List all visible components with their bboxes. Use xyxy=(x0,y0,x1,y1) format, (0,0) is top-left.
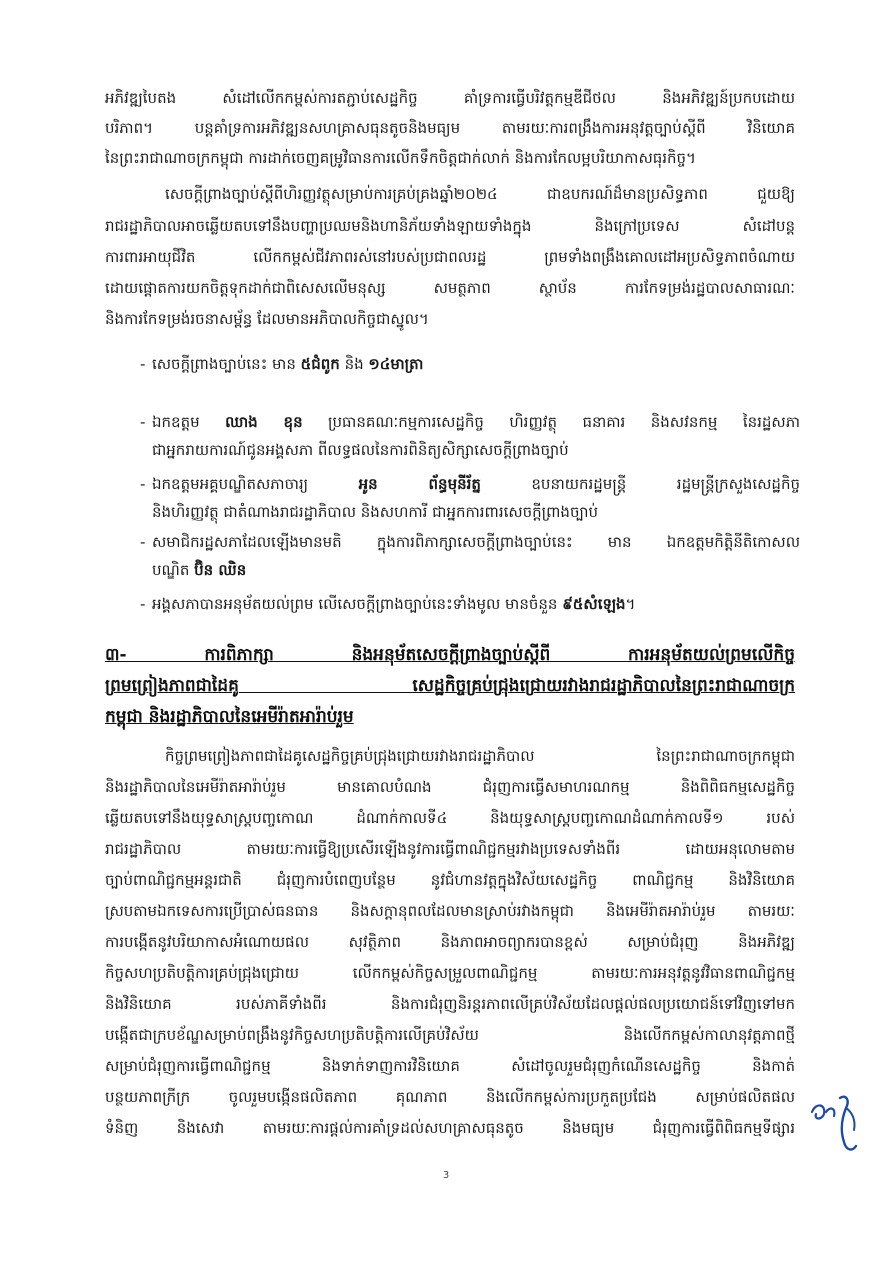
bullet-line: អង្គសភាបានអនុម័តយល់ព្រម លើសេចក្តីព្រាងច្បាប់នេះទាំងមូល មានចំនួន ៩៥សំឡេង។ xyxy=(152,595,636,613)
page-number: 3 xyxy=(442,1170,450,1181)
paragraph-line: និងការកែទម្រង់រចនាសម្ព័ន្ធ ដែលមានអភិបាលកិច្ចជាស្នូល។ xyxy=(105,310,429,328)
paragraph-line: ដោយផ្តោតការយកចិត្តទុកដាក់ជាពិសេសលើមនុស្ស សមត្ថភាព ស្ថាប័ន ការកែទម្រង់រដ្ឋបាលសាធារណៈ xyxy=(105,279,795,297)
paragraph-line: បន្ថយភាពក្រីក្រ ចូលរួមបង្កើនផលិតភាព គុណភាព និងលើកកម្ពស់ការប្រកួតប្រជែង សម្រាប់ផលិតផល xyxy=(105,1088,795,1106)
paragraph-line: សម្រាប់ជំរុញការធ្វើពាណិជ្ជកម្ម និងទាក់ទាញការវិនិយោគ សំដៅចូលរួមជំរុញកំណើនសេដ្ឋកិច្ច និងកាត់ xyxy=(105,1057,795,1075)
bullet-line: បណ្ឌិត ប៊ិន ឈិន xyxy=(152,561,247,579)
paragraph-line: ការពារអាយុជីវិត លើកកម្ពស់ជីវភាពរស់នៅរបស់ប្រជាពលរដ្ឋ ព្រមទាំងពង្រឹងគោលដៅអប្រសិទ្ធភាពចំណាយ xyxy=(105,248,795,266)
paragraph-line: កិច្ចសហប្រតិបត្តិការគ្រប់ជ្រុងជ្រោយ លើកកម្ពស់កិច្ចសម្រួលពាណិជ្ជកម្ម តាមរយៈការអនុវត្តនូវវិធានពាណិជ្ជកម្ម xyxy=(105,964,795,982)
paragraph-line: ស្របតាមឯកទេសការប្រើប្រាស់ធនធាន និងសក្តានុពលដែលមានស្រាប់រវាងកម្ពុជា និងអេមីរ៉ាតអារ៉ាប់រួម តាមរយៈ xyxy=(105,902,795,920)
paragraph-line: ទំនិញ និងសេវា តាមរយៈការផ្តល់ការគាំទ្រដល់សហគ្រាសធុនតូច និងមធ្យម ជំរុញការធ្វើពិពិធកម្មទីផ្សារ xyxy=(105,1119,795,1137)
paragraph-line: រាជរដ្ឋាភិបាលអាចឆ្លើយតបទៅនឹងបញ្ហាប្រឈមនិងហានិភ័យទាំងឡាយទាំងក្នុង និងក្រៅប្រទេស សំដៅបន្ត xyxy=(105,217,795,235)
bullet-line: សេចក្តីព្រាងច្បាប់នេះ មាន ៥ជំពូក និង ១៤មាត្រា xyxy=(152,355,424,373)
dash-marker: - xyxy=(140,595,146,613)
bullet-line: ឯកឧត្តមអគ្គបណ្ឌិតសភាចារ្យ អូន ព័ន្ធមុនីរ័ត្ន ឧបនាយករដ្ឋមន្ត្រី រដ្ឋមន្ត្រីក្រសួងសេដ្ឋកិច្ច xyxy=(152,475,800,493)
bullet-item xyxy=(140,350,800,378)
handwritten-initials xyxy=(806,1090,866,1160)
paragraph-line: ការបង្កើតនូវបរិយាកាសអំណោយផល សុវត្ថិភាព និងភាពអាចព្យាករបានខ្ពស់ សម្រាប់ជំរុញ និងអភិវឌ្ឍ xyxy=(105,933,795,951)
dash-marker: - xyxy=(140,533,146,551)
dash-marker: - xyxy=(140,413,146,431)
bullet-item xyxy=(140,408,800,464)
bullet-line: ឯកឧត្តម ឈាង ឧុន ប្រធានគណៈកម្មការសេដ្ឋកិច្ច ហិរញ្ញវត្ថុ ធនាគារ និងសវនកម្ម នៃរដ្ឋសភា xyxy=(152,413,800,431)
paragraph-line: បង្កើតជាក្របខ័ណ្ឌសម្រាប់ពង្រឹងនូវកិច្ចសហប្រតិបត្តិការលើគ្រប់វិស័យ និងលើកកម្ពស់កាលានុវត្តភាពថ្មី xyxy=(105,1026,795,1044)
paragraph-line: សេចក្តីព្រាងច្បាប់ស្តីពីហិរញ្ញវត្ថុសម្រាប់ការគ្រប់គ្រងឆ្នាំ២០២៤ ជាឧបករណ៍ដ៏មានប្រសិទ្ធភាព ជួយឱ្យ xyxy=(165,185,795,203)
bullet-line: និងហិរញ្ញវត្ថុ ជាតំណាងរាជរដ្ឋាភិបាល និងសហការី ជាអ្នកការពារសេចក្តីព្រាងច្បាប់ xyxy=(152,503,598,521)
bullet-item xyxy=(140,470,800,526)
bullet-line: ជាអ្នករាយការណ៍ជូនអង្គសភា ពីលទ្ធផលនៃការពិនិត្យសិក្សាសេចក្តីព្រាងច្បាប់ xyxy=(152,441,569,459)
paragraph-line: បរិភាព។ បន្តគាំទ្រការអភិវឌ្ឍនសហគ្រាសធុនតូចនិងមធ្យម តាមរយៈការពង្រឹងការអនុវត្តច្បាប់ស្តីពី វិនិយោគ xyxy=(105,119,795,137)
heading-line: ៣- ការពិភាក្សា និងអនុម័តសេចក្តីព្រាងច្បាប់ស្តីពី ការអនុម័តយល់ព្រមលើកិច្ច xyxy=(105,645,795,665)
section-heading xyxy=(105,640,795,733)
paragraph-line: ឆ្លើយតបទៅនឹងយុទ្ធសាស្ត្របញ្ចកោណ ដំណាក់កាលទី៤ និងយុទ្ធសាស្ត្របញ្ចកោណដំណាក់កាលទី១ របស់ xyxy=(105,809,795,827)
paragraph-line: ច្បាប់ពាណិជ្ជកម្មអន្តរជាតិ ជំរុញការបំពេញបន្ថែម នូវជំហានវត្តក្នុងវិស័យសេដ្ឋកិច្ច ពាណិជ្ជកម្ម និងវិនិយោគ xyxy=(105,871,795,889)
dash-marker: - xyxy=(140,475,146,493)
dash-marker: - xyxy=(140,355,146,373)
heading-line: ព្រមព្រៀងភាពជាដៃគូ សេដ្ឋកិច្ចគ្រប់ជ្រុងជ្រោយរវាងរាជរដ្ឋាភិបាលនៃព្រះរាជាណាចក្រ xyxy=(105,676,795,696)
bullet-item xyxy=(140,528,800,584)
heading-line: កម្ពុជា និងរដ្ឋាភិបាលនៃអេមីរ៉ាតអារ៉ាប់រួម xyxy=(105,707,354,727)
bullet-line: សមាជិករដ្ឋសភាដែលឡើងមានមតិ ក្នុងការពិភាក្សាសេចក្តីព្រាងច្បាប់នេះ មាន ឯកឧត្តមកិត្តិនីតិកោសល xyxy=(152,533,800,551)
paragraph-line: និងរដ្ឋាភិបាលនៃអេមីរ៉ាតអារ៉ាប់រួម មានគោលបំណង ជំរុញការធ្វើសមាហរណកម្ម និងពិពិធកម្មសេដ្ឋកិច្ច xyxy=(105,778,795,796)
paragraph-line: នៃព្រះរាជាណាចក្រកម្ពុជា ការដាក់ចេញគម្រូវិធានការលើកទឹកចិត្តជាក់លាក់ និងការកែលម្អបរិយាកាសធុរកិច្ច។ xyxy=(105,149,696,167)
paragraph-line: កិច្ចព្រមព្រៀងភាពជាដៃគូសេដ្ឋកិច្ចគ្រប់ជ្រុងជ្រោយរវាងរាជរដ្ឋាភិបាល នៃព្រះរាជាណាចក្រកម្ពុជា xyxy=(165,747,795,765)
paragraph-line: អភិវឌ្ឍបៃតង សំដៅលើកកម្ពស់ការតភ្ជាប់សេដ្ឋកិច្ច គាំទ្រការធ្វើបរិវត្តកម្មឌីជីថល និងអភិវឌ្ឍន៍ប្រកបដោយ xyxy=(105,89,795,107)
paragraph-line: រាជរដ្ឋាភិបាល តាមរយៈការធ្វើឱ្យប្រសើរឡើងនូវការធ្វើពាណិជ្ជកម្មរវាងប្រទេសទាំងពីរ ដោយអនុលោមតាម xyxy=(105,840,795,858)
bullet-item xyxy=(140,590,800,618)
paragraph-line: និងវិនិយោគ របស់ភាគីទាំងពីរ និងការជំរុញនិរន្តរភាពលើគ្រប់វិស័យដែលផ្តល់ផលប្រយោជន៍ទៅវិញទៅមក xyxy=(105,995,795,1013)
